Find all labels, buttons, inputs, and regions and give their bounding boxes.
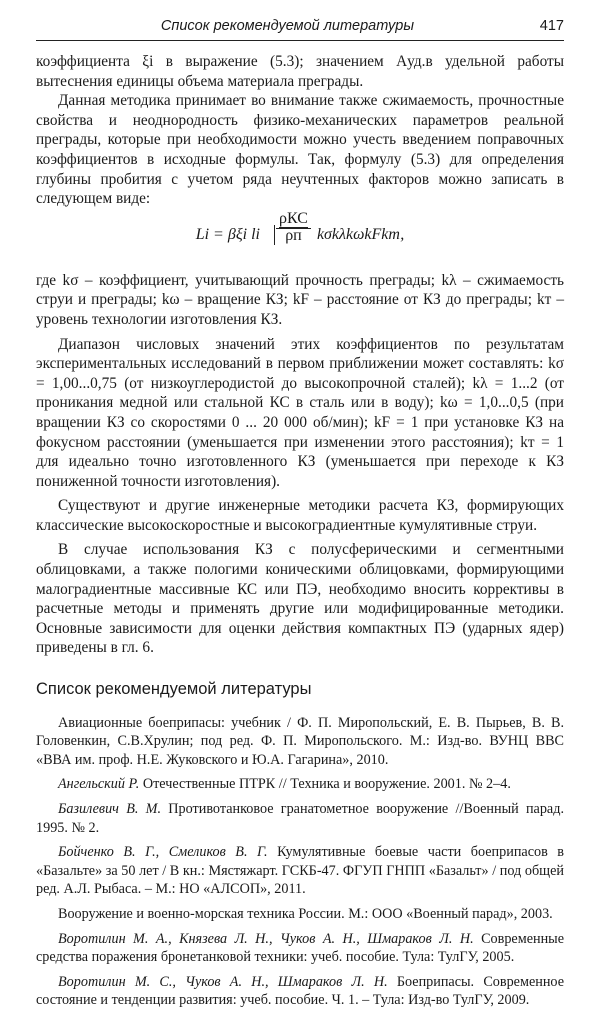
reference-item (36, 843, 564, 899)
paragraph: где kσ – коэффициент, учитывающий прочность преграды; kλ – сжимаемость струи и преграды; kω – вращение КЗ; kF – расстояние от КЗ до преграды; kт – уровень технологии изготовления КЗ. (36, 271, 564, 328)
paragraph: Диапазон числовых значений этих коэффициентов по результатам экспериментальных исследований в первом приближении может составлять: kσ = 1,00...0,75 (от низкоуглеродистой до высокопрочной сталей); kλ = 1...2 (от проникания медной или стальной КС в сталь или в воду); kω = 1,0...0,5 (при вращении КЗ со скоростями 0 ... 20 000 об/мин); kF = 1 при установке КЗ на фокусном расстоянии (уменьшается при изменении этого расстояния); kт = 1 для идеально точно изготовленного КЗ (уменьшается при переходе к КЗ пониженной точности изготовления). (36, 335, 564, 490)
reference-item (36, 973, 564, 1010)
reference-text: Боеприпасы. Современное состояние и тенденции развития: учеб. пособие. Ч. 1. – Тула: Изд-во ТулГУ, 2009. (36, 973, 564, 1009)
reference-author: Воротилин М. А., Князева Л. Н., Чуков А. Н., Шмараков Л. Н. (58, 930, 474, 947)
reference-text: Отечественные ПТРК // Техника и вооружение. 2001. № 2–4. (139, 776, 511, 793)
radical (264, 209, 311, 245)
formula-factors: kσkλkωkFkт, (316, 225, 405, 243)
fraction (276, 209, 311, 244)
reference-author: Ангельский Р. (58, 776, 140, 793)
formula-lhs: Li = βξi li (195, 225, 260, 243)
reference-author: Базилевич В. М. (58, 801, 162, 817)
reference-text: Кумулятивные боевые части боеприпасов в «Базальте» за 50 лет / В кн.: Мястяжарт. ГСКБ-47. ФГУП ГНПП «Базальт» / под общей ред. А.Л. Рыбаса. – М.: НО «АЛСОП», 2011. (36, 844, 565, 898)
paragraph: Данная методика принимает во внимание также сжимаемость, прочностные свойства и неоднородность физико-механических параметров реальной преграды, которые при необходимости можно учесть введением поправочных коэффициентов в исходные формулы. Так, формулу (5.3) для определения глубины пробития с учетом ряда неучтенных факторов можно записать в следующем виде: (36, 92, 564, 208)
reference-text: Авиационные боеприпасы: учебник / Ф. П. Миропольский, Е. В. Пырьев, В. В. Головенкин, С.В.Хрулин; под ред. Ф. П. Миропольского. М.: Изд-во. ВУНЦ ВВС «ВВА им. проф. Н.Е. Жуковского и Ю.А. Гагарина», 2010. (36, 714, 564, 768)
denominator: ρп (285, 226, 302, 244)
reference-text: Вооружение и военно-морская техника России. М.: ООО «Военный парад», 2003. (58, 905, 553, 922)
numerator: ρКС (279, 209, 308, 227)
reference-author: Воротилин М. С., Чуков А. Н., Шмараков Л. Н. (58, 973, 388, 990)
reference-item (36, 930, 564, 967)
reference-list (36, 714, 564, 1010)
reference-item (36, 775, 564, 794)
page-number: 417 (539, 18, 564, 34)
page-body (36, 52, 564, 1016)
reference-item (36, 714, 564, 770)
paragraph: В случае использования КЗ с полусферическими и сегментными облицовками, а также пологими коническими облицовками, формирующими малоградиентные массивные КС или ПЭ, необходимо вносить коррективы в расчетные методы и применять другие или модифицированные методики. Основные зависимости для оценки действия компактных ПЭ (ударных ядер) приведены в гл. 6. (36, 541, 564, 657)
paragraph: коэффициента ξi в выражение (5.3); значением Aуд.в удельной работы вытеснения единицы объема материала преграды. (36, 53, 564, 90)
running-header (36, 12, 564, 41)
reference-author: Бойченко В. Г., Смеликов В. Г. (58, 844, 268, 861)
reference-text: Современные средства поражения бронетанковой техники: учеб. пособие. Тула: ТулГУ, 2005. (36, 930, 565, 966)
paragraph: Существуют и другие инженерные методики расчета КЗ, формирующих классические высокоскоростные и высокоградиентные кумулятивные струи. (36, 497, 564, 534)
section-title: Список рекомендуемой литературы (36, 680, 312, 699)
formula (36, 209, 564, 261)
reference-item (36, 905, 564, 924)
reference-text: Противотанковое гранатометное вооружение //Военный парад. 1995. № 2. (36, 801, 564, 836)
running-title: Список рекомендуемой литературы (160, 18, 414, 34)
reference-item (36, 800, 564, 837)
